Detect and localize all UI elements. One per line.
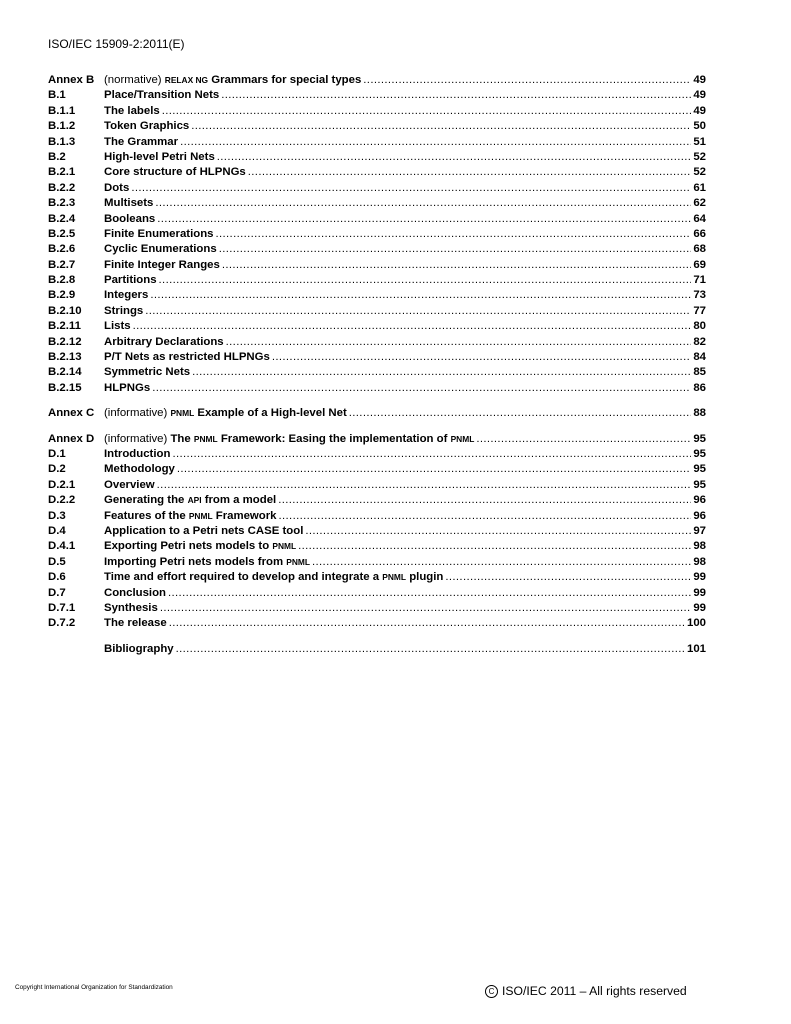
toc-entry-page: 85 — [693, 366, 706, 379]
toc-entry-page: 84 — [693, 351, 706, 364]
toc-entry-page: 64 — [693, 212, 706, 225]
toc-entry-number: B.2.11 — [48, 320, 81, 333]
toc-entry-page: 73 — [693, 289, 706, 302]
toc-entry[interactable] — [48, 540, 706, 555]
dot-leader — [476, 433, 691, 445]
toc-entry-page: 99 — [693, 601, 706, 614]
dot-leader — [248, 166, 692, 178]
small-caps-term: PNML — [286, 556, 311, 567]
toc-entry[interactable] — [48, 197, 706, 212]
annex-type: (normative) — [104, 74, 162, 86]
toc-entry-title — [104, 643, 174, 655]
small-caps-term: PNML — [188, 510, 213, 521]
toc-entry-title — [104, 151, 215, 163]
toc-entry-title — [104, 166, 246, 178]
title-text: Lists — [104, 320, 131, 333]
title-text: Features of the — [104, 509, 186, 522]
toc-entry-page: 96 — [693, 494, 706, 507]
footer-rights — [485, 984, 687, 998]
toc-entry-title — [104, 571, 443, 583]
toc-entry-page: 95 — [693, 447, 706, 460]
dot-leader — [272, 351, 691, 363]
toc-entry-title — [104, 448, 170, 460]
toc-entry-number: D.2.1 — [48, 478, 76, 491]
dot-leader — [305, 525, 691, 537]
dot-leader — [298, 540, 691, 552]
toc-entry-page: 101 — [686, 642, 706, 655]
toc-entry-title — [104, 89, 219, 101]
toc-entry[interactable] — [48, 463, 706, 478]
toc-entry-page: 99 — [693, 571, 706, 584]
title-text: Arbitrary Declarations — [104, 335, 224, 348]
toc-entry-title — [104, 463, 175, 475]
dot-leader — [155, 197, 691, 209]
toc-entry-title — [104, 136, 178, 148]
small-caps-term: RELAX NG — [164, 75, 209, 85]
toc-entry-page: 49 — [693, 89, 706, 102]
toc-entry-page: 66 — [693, 227, 706, 240]
dot-leader — [363, 74, 691, 86]
toc-entry-number: D.6 — [48, 571, 66, 584]
toc-entry-title — [104, 540, 296, 552]
toc-entry[interactable] — [48, 525, 706, 540]
toc-entry[interactable] — [48, 571, 706, 586]
toc-entry-number: B.2.9 — [48, 289, 76, 302]
toc-entry-number: D.2.2 — [48, 494, 76, 507]
toc-entry[interactable] — [48, 587, 706, 602]
dot-leader — [219, 243, 692, 255]
dot-leader — [152, 382, 691, 394]
toc-entry-title — [104, 366, 190, 378]
toc-entry[interactable] — [48, 182, 706, 197]
toc-entry-title — [104, 479, 155, 491]
dot-leader — [150, 289, 691, 301]
toc-entry[interactable] — [48, 166, 706, 181]
title-text: Application to a Petri nets CASE tool — [104, 524, 304, 537]
title-text: Grammars for special types — [211, 74, 362, 86]
title-text: P/T Nets as restricted HLPNGs — [104, 351, 270, 364]
toc-entry-title — [104, 510, 277, 522]
dot-leader — [279, 510, 692, 522]
dot-leader — [216, 228, 692, 240]
toc-entry[interactable] — [48, 89, 706, 104]
toc-entry-number: B.1.2 — [48, 120, 76, 133]
toc-entry[interactable] — [48, 510, 706, 525]
toc-entry-number: D.5 — [48, 555, 66, 568]
dot-leader — [226, 336, 692, 348]
toc-entry[interactable] — [48, 351, 706, 366]
annex-type: (informative) — [104, 432, 168, 445]
title-text: The labels — [104, 104, 160, 117]
toc-entry-number: D.7 — [48, 586, 66, 599]
dot-leader — [169, 617, 685, 629]
toc-entry-page: 98 — [693, 540, 706, 553]
dot-leader — [180, 136, 691, 148]
toc-entry-title — [104, 289, 148, 301]
toc-entry[interactable] — [48, 274, 706, 289]
toc-entry-page: 50 — [693, 120, 706, 133]
footer-rights-text: ISO/IEC 2011 – All rights reserved — [502, 984, 687, 998]
toc-entry-page: 80 — [693, 320, 706, 333]
toc-entry[interactable] — [48, 151, 706, 166]
toc-entry-number: B.2.6 — [48, 243, 76, 256]
toc-entry-page: 61 — [693, 181, 706, 194]
dot-leader — [217, 151, 692, 163]
title-text: Synthesis — [104, 601, 158, 614]
toc-entry[interactable] — [48, 289, 706, 304]
toc-entry-number: D.1 — [48, 447, 66, 460]
toc-entry-page: 62 — [693, 197, 706, 210]
toc-entry-number: B.2.15 — [48, 381, 82, 394]
toc-entry[interactable] — [48, 407, 706, 422]
toc-entry-title — [104, 274, 157, 286]
title-text: Importing Petri nets models from — [104, 555, 284, 568]
toc-entry-number: D.7.1 — [48, 601, 76, 614]
toc-entry[interactable] — [48, 120, 706, 135]
toc-entry-title — [104, 243, 217, 255]
toc-entry-page: 97 — [693, 524, 706, 537]
toc-entry-number: B.1.3 — [48, 135, 76, 148]
dot-leader — [159, 274, 692, 286]
toc-entry-number: B.2.5 — [48, 227, 76, 240]
dot-leader — [222, 259, 692, 271]
toc-entry-number: D.4 — [48, 524, 66, 537]
toc-entry[interactable] — [48, 643, 706, 658]
toc-entry-title — [104, 602, 158, 614]
dot-leader — [162, 105, 692, 117]
toc-entry-number: Annex D — [48, 432, 95, 445]
toc-entry-page: 69 — [693, 258, 706, 271]
dot-leader — [133, 320, 692, 332]
dot-leader — [157, 479, 692, 491]
title-text: Conclusion — [104, 586, 167, 599]
title-text: Partitions — [104, 274, 157, 287]
title-text: HLPNGs — [104, 381, 151, 394]
title-text: Integers — [104, 289, 149, 302]
toc-entry-page: 88 — [693, 407, 706, 420]
title-text-continued: Framework — [215, 509, 277, 522]
toc-entry-number: B.2.1 — [48, 166, 76, 179]
toc-entry-title — [104, 105, 160, 117]
dot-leader — [312, 556, 691, 568]
toc-entry-number: D.7.2 — [48, 617, 76, 630]
toc-entry-page: 100 — [686, 617, 706, 630]
toc-entry-number: B.2.10 — [48, 304, 82, 317]
toc-entry-number: D.2 — [48, 463, 66, 476]
dot-leader — [131, 182, 691, 194]
toc-entry-title — [104, 433, 474, 445]
toc-entry[interactable] — [48, 228, 706, 243]
document-header: ISO/IEC 15909-2:2011(E) — [48, 37, 185, 51]
title-text: Example of a High-level Net — [197, 407, 347, 420]
toc-entry[interactable] — [48, 556, 706, 571]
toc-entry[interactable] — [48, 105, 706, 120]
toc-entry-title — [104, 182, 129, 194]
toc-entry-page: 71 — [693, 274, 706, 287]
annex-type: (informative) — [104, 407, 168, 420]
title-text: Cyclic Enumerations — [104, 243, 217, 256]
title-text-continued: plugin — [409, 571, 444, 584]
title-text-continued: Framework: Easing the implementation of — [220, 432, 448, 445]
toc-entry[interactable] — [48, 366, 706, 381]
toc-entry-page: 98 — [693, 555, 706, 568]
toc-entry-title — [104, 617, 167, 629]
toc-entry-number: B.2.3 — [48, 197, 76, 210]
table-of-contents — [48, 74, 706, 658]
dot-leader — [176, 643, 685, 655]
toc-entry-title — [104, 407, 347, 419]
title-text: Generating the — [104, 494, 185, 507]
dot-leader — [278, 494, 691, 506]
toc-entry[interactable] — [48, 320, 706, 335]
title-text: High-level Petri Nets — [104, 150, 215, 163]
title-text: Place/Transition Nets — [104, 89, 220, 102]
title-text: Multisets — [104, 197, 154, 210]
toc-entry-number: B.1 — [48, 89, 66, 102]
toc-entry[interactable] — [48, 213, 706, 228]
dot-leader — [160, 602, 692, 614]
dot-leader — [221, 89, 691, 101]
toc-entry-title — [104, 213, 155, 225]
toc-entry[interactable] — [48, 494, 706, 509]
footer-copyright-notice: Copyright International Organization for Standardization — [15, 984, 173, 991]
toc-entry-number: B.2 — [48, 150, 66, 163]
toc-entry-title — [104, 382, 150, 394]
toc-entry-title — [104, 120, 189, 132]
copyright-icon: C — [485, 985, 498, 998]
title-text: The — [170, 432, 191, 445]
toc-entry-title — [104, 305, 143, 317]
toc-entry-page: 68 — [693, 243, 706, 256]
dot-leader — [192, 366, 691, 378]
toc-entry-number: B.2.8 — [48, 274, 76, 287]
toc-entry-page: 99 — [693, 586, 706, 599]
toc-entry-title — [104, 74, 361, 86]
toc-entry-title — [104, 556, 310, 568]
toc-entry-number: B.2.2 — [48, 181, 76, 194]
toc-entry-title — [104, 197, 153, 209]
toc-entry-page: 52 — [693, 166, 706, 179]
dot-leader — [172, 448, 691, 460]
toc-entry[interactable] — [48, 382, 706, 397]
toc-entry[interactable] — [48, 136, 706, 151]
toc-entry-number: B.2.13 — [48, 351, 82, 364]
toc-entry-number: B.2.7 — [48, 258, 76, 271]
toc-entry[interactable] — [48, 617, 706, 632]
dot-leader — [145, 305, 691, 317]
toc-entry-number: D.3 — [48, 509, 66, 522]
toc-entry-number: B.2.14 — [48, 366, 82, 379]
dot-leader — [445, 571, 691, 583]
small-caps-term: PNML — [193, 433, 218, 444]
toc-entry-page: 95 — [693, 432, 706, 445]
title-text: Bibliography — [104, 642, 174, 655]
title-text: Exporting Petri nets models to — [104, 540, 270, 553]
toc-entry-title — [104, 320, 131, 332]
toc-entry[interactable] — [48, 243, 706, 258]
toc-entry-page: 49 — [693, 74, 706, 86]
title-text: Finite Enumerations — [104, 227, 214, 240]
title-text: Time and effort required to develop and integrate a — [104, 571, 380, 584]
toc-entry-page: 52 — [693, 150, 706, 163]
toc-entry[interactable] — [48, 433, 706, 448]
toc-entry-title — [104, 525, 303, 537]
toc-entry-page: 95 — [693, 478, 706, 491]
title-text: Symmetric Nets — [104, 366, 191, 379]
toc-entry-page: 51 — [693, 135, 706, 148]
toc-entry-title — [104, 336, 224, 348]
toc-entry[interactable] — [48, 448, 706, 463]
toc-entry[interactable] — [48, 336, 706, 351]
title-text: The Grammar — [104, 135, 179, 148]
title-text: Token Graphics — [104, 120, 190, 133]
toc-entry-title — [104, 228, 214, 240]
toc-entry-title — [104, 587, 166, 599]
toc-entry-page: 96 — [693, 509, 706, 522]
toc-entry-page: 86 — [693, 381, 706, 394]
toc-entry-number: D.4.1 — [48, 540, 76, 553]
dot-leader — [349, 407, 692, 419]
toc-entry-title — [104, 494, 276, 506]
dot-leader — [168, 587, 691, 599]
dot-leader — [177, 463, 691, 475]
toc-entry-page: 82 — [693, 335, 706, 348]
small-caps-term: PNML — [170, 408, 195, 419]
toc-entry[interactable] — [48, 602, 706, 617]
title-text-continued: from a model — [204, 494, 277, 507]
title-text: Core structure of HLPNGs — [104, 166, 246, 179]
small-caps-term: PNML — [272, 541, 297, 552]
toc-entry-number: B.1.1 — [48, 104, 76, 117]
toc-entry-title — [104, 259, 220, 271]
small-caps-term: PNML — [450, 433, 475, 444]
title-text: Introduction — [104, 447, 171, 460]
small-caps-term: PNML — [382, 572, 407, 583]
toc-entry-page: 49 — [693, 104, 706, 117]
toc-entry-number: Annex C — [48, 407, 95, 420]
title-text: Overview — [104, 478, 155, 491]
title-text: The release — [104, 617, 167, 630]
title-text: Finite Integer Ranges — [104, 258, 220, 271]
toc-entry[interactable] — [48, 259, 706, 274]
title-text: Methodology — [104, 463, 175, 476]
toc-entry-title — [104, 351, 270, 363]
dot-leader — [191, 120, 691, 132]
toc-entry[interactable] — [48, 74, 706, 89]
toc-entry-number: Annex B — [48, 74, 95, 86]
toc-entry[interactable] — [48, 479, 706, 494]
title-text: Strings — [104, 304, 144, 317]
toc-entry-page: 77 — [693, 304, 706, 317]
title-text: Booleans — [104, 212, 156, 225]
toc-entry-number: B.2.12 — [48, 335, 82, 348]
toc-entry-number: B.2.4 — [48, 212, 76, 225]
toc-entry-page: 95 — [693, 463, 706, 476]
toc-entry[interactable] — [48, 305, 706, 320]
dot-leader — [157, 213, 691, 225]
small-caps-term: API — [187, 495, 202, 506]
title-text: Dots — [104, 181, 130, 194]
